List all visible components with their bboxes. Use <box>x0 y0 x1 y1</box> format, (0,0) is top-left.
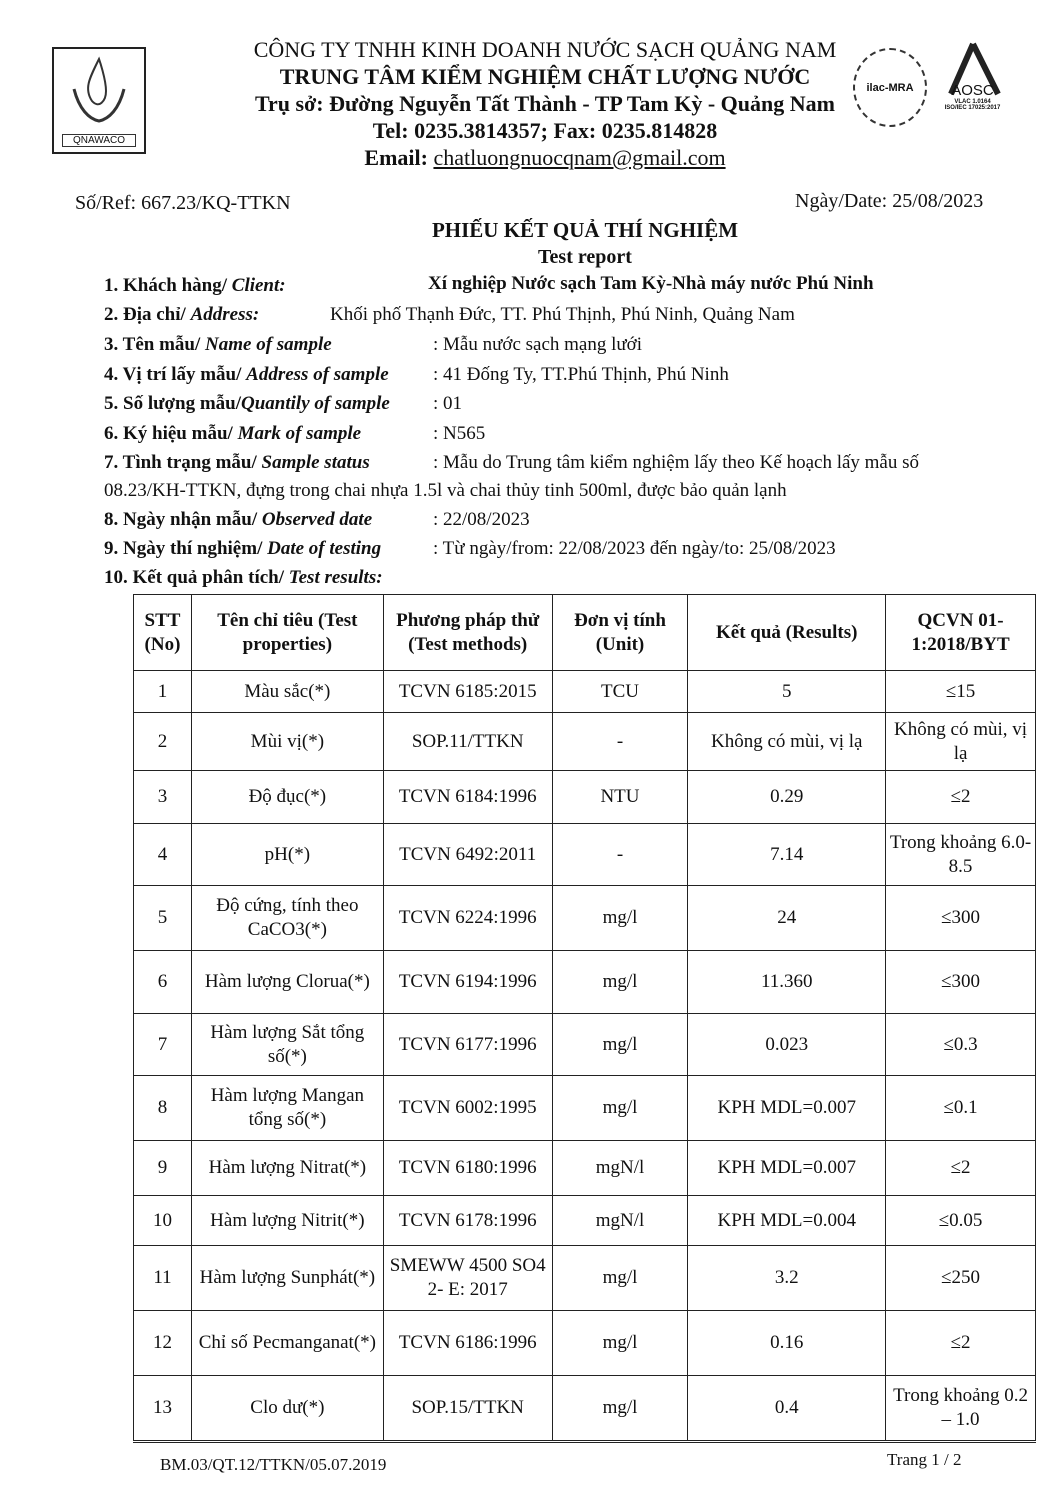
table-cell: pH(*) <box>191 824 383 886</box>
table-cell: - <box>552 713 688 771</box>
table-cell: 24 <box>688 886 886 951</box>
table-cell: 9 <box>134 1141 192 1196</box>
table-row <box>134 951 1036 1014</box>
table-cell: Hàm lượng Nitrat(*) <box>191 1141 383 1196</box>
table-cell: Hàm lượng Sunphát(*) <box>191 1246 383 1311</box>
table-cell: SMEWW 4500 SO4 2- E: 2017 <box>383 1246 552 1311</box>
table-cell: 8 <box>134 1076 192 1141</box>
table-row <box>134 1196 1036 1246</box>
aosc-badge <box>930 42 1015 111</box>
table-cell: TCVN 6180:1996 <box>383 1141 552 1196</box>
table-cell: 7.14 <box>688 824 886 886</box>
center-name: TRUNG TÂM KIỂM NGHIỆM CHẤT LƯỢNG NƯỚC <box>279 64 811 89</box>
table-cell: KPH MDL=0.007 <box>688 1076 886 1141</box>
ilac-mra-badge <box>853 48 927 127</box>
address: Trụ sở: Đường Nguyễn Tất Thành - TP Tam Kỳ - Quảng Nam <box>255 91 835 116</box>
table-cell: TCVN 6186:1996 <box>383 1311 552 1376</box>
table-row <box>134 886 1036 951</box>
table-cell: TCVN 6184:1996 <box>383 771 552 824</box>
table-cell: 10 <box>134 1196 192 1246</box>
table-cell: NTU <box>552 771 688 824</box>
table-cell: Hàm lượng Mangan tổng số(*) <box>191 1076 383 1141</box>
table-cell: ≤300 <box>886 886 1036 951</box>
info-value: : N565 <box>433 423 486 444</box>
table-cell: 0.4 <box>688 1376 886 1441</box>
table-row <box>134 824 1036 886</box>
table-cell: 0.023 <box>688 1014 886 1076</box>
table-cell: 0.29 <box>688 771 886 824</box>
info-value: Khối phố Thạnh Đức, TT. Phú Thịnh, Phú Ninh, Quảng Nam <box>330 304 795 325</box>
table-cell: mgN/l <box>552 1196 688 1246</box>
table-cell: mg/l <box>552 1014 688 1076</box>
info-label: 3. Tên mẫu/ Name of sample <box>104 334 332 355</box>
table-cell: ≤2 <box>886 771 1036 824</box>
table-cell: 3 <box>134 771 192 824</box>
table-cell: mg/l <box>552 886 688 951</box>
info-label: 5. Số lượng mẫu/Quantily of sample <box>104 393 390 414</box>
table-cell: KPH MDL=0.007 <box>688 1141 886 1196</box>
info-value: : Mẫu do Trung tâm kiểm nghiệm lấy theo Kế hoạch lấy mẫu số <box>433 452 920 473</box>
table-cell: 11.360 <box>688 951 886 1014</box>
table-cell: mgN/l <box>552 1141 688 1196</box>
badge-text: ilac-MRA <box>866 81 914 94</box>
table-row <box>134 713 1036 771</box>
table-cell: 1 <box>134 671 192 713</box>
reference-number: Số/Ref: 667.23/KQ-TTKN <box>75 192 291 214</box>
table-cell: 5 <box>134 886 192 951</box>
column-header: Tên chỉ tiêu (Test properties) <box>191 595 383 671</box>
table-cell: 4 <box>134 824 192 886</box>
report-title: PHIẾU KẾT QUẢ THÍ NGHIỆM <box>431 218 739 242</box>
info-line <box>104 509 530 531</box>
email-label: Email: <box>364 145 428 170</box>
table-cell: 6 <box>134 951 192 1014</box>
info-line <box>104 538 836 560</box>
badge-text: AOSC <box>951 82 994 99</box>
table-cell: Màu sắc(*) <box>191 671 383 713</box>
results-table <box>133 594 1036 1441</box>
info-line <box>104 423 486 445</box>
table-cell: TCVN 6178:1996 <box>383 1196 552 1246</box>
form-code: BM.03/QT.12/TTKN/05.07.2019 <box>160 1455 387 1474</box>
info-label: 10. Kết quả phân tích/ Test results: <box>104 567 383 588</box>
table-cell: TCVN 6194:1996 <box>383 951 552 1014</box>
info-value: Xí nghiệp Nước sạch Tam Kỳ-Nhà máy nước Phú Ninh <box>428 273 874 294</box>
table-cell: SOP.15/TTKN <box>383 1376 552 1441</box>
table-cell: ≤0.3 <box>886 1014 1036 1076</box>
table-cell: TCVN 6185:2015 <box>383 671 552 713</box>
info-label: 4. Vị trí lấy mẫu/ Address of sample <box>104 364 389 385</box>
table-cell: Trong khoảng 6.0-8.5 <box>886 824 1036 886</box>
info-line <box>104 452 920 474</box>
table-row <box>134 1076 1036 1141</box>
table-row <box>134 771 1036 824</box>
table-cell: ≤15 <box>886 671 1036 713</box>
table-row <box>134 1014 1036 1076</box>
tel-fax: Tel: 0235.3814357; Fax: 0235.814828 <box>372 118 718 143</box>
info-line <box>104 334 643 356</box>
info-line <box>104 273 874 297</box>
table-cell: 11 <box>134 1246 192 1311</box>
table-row <box>134 1246 1036 1311</box>
table-cell: SOP.11/TTKN <box>383 713 552 771</box>
table-cell: mg/l <box>552 1376 688 1441</box>
table-cell: ≤300 <box>886 951 1036 1014</box>
table-cell: Độ cứng, tính theo CaCO3(*) <box>191 886 383 951</box>
table-cell: ≤250 <box>886 1246 1036 1311</box>
footer-divider <box>133 1442 1036 1443</box>
email-link[interactable]: chatluongnuocqnam@gmail.com <box>433 145 726 170</box>
info-value: : 01 <box>433 393 463 414</box>
table-cell: Mùi vị(*) <box>191 713 383 771</box>
logo-text: QNAWACO <box>62 134 136 147</box>
column-header: Kết quả (Results) <box>688 595 886 671</box>
table-cell: TCU <box>552 671 688 713</box>
table-cell: TCVN 6492:2011 <box>383 824 552 886</box>
table-cell: 2 <box>134 713 192 771</box>
info-line <box>104 567 383 589</box>
info-value: : Từ ngày/from: 22/08/2023 đến ngày/to: 25/08/2023 <box>433 538 836 559</box>
table-cell: Hàm lượng Sắt tổng số(*) <box>191 1014 383 1076</box>
table-cell: KPH MDL=0.004 <box>688 1196 886 1246</box>
report-date: Ngày/Date: 25/08/2023 <box>795 190 984 212</box>
table-cell: TCVN 6177:1996 <box>383 1014 552 1076</box>
badge-sub: VLAC 1.0164 <box>954 99 991 105</box>
table-cell: - <box>552 824 688 886</box>
table-row <box>134 671 1036 713</box>
info-label: 8. Ngày nhận mẫu/ Observed date <box>104 509 373 530</box>
badge-sub: ISO/IEC 17025:2017 <box>944 105 1001 111</box>
info-line <box>104 393 463 415</box>
info-line <box>104 304 795 326</box>
table-cell: ≤2 <box>886 1141 1036 1196</box>
info-value: : 22/08/2023 <box>433 509 530 530</box>
info-label: 9. Ngày thí nghiệm/ Date of testing <box>104 538 382 559</box>
table-cell: Độ đục(*) <box>191 771 383 824</box>
table-cell: Hàm lượng Nitrit(*) <box>191 1196 383 1246</box>
page-number: Trang 1 / 2 <box>887 1450 962 1469</box>
table-cell: Trong khoảng 0.2 – 1.0 <box>886 1376 1036 1441</box>
info-value: : 41 Đống Ty, TT.Phú Thịnh, Phú Ninh <box>433 364 729 385</box>
table-cell: mg/l <box>552 951 688 1014</box>
table-cell: Hàm lượng Clorua(*) <box>191 951 383 1014</box>
info-line <box>104 364 729 386</box>
info-label: 2. Địa chỉ/ Address: <box>104 304 260 325</box>
table-cell: TCVN 6224:1996 <box>383 886 552 951</box>
company-name: CÔNG TY TNHH KINH DOANH NƯỚC SẠCH QUẢNG NAM <box>253 37 837 62</box>
table-row <box>134 1376 1036 1441</box>
column-header: Đơn vị tính (Unit) <box>552 595 688 671</box>
table-cell: ≤0.1 <box>886 1076 1036 1141</box>
info-value-cont: 08.23/KH-TTKN, đựng trong chai nhựa 1.5l và chai thủy tinh 500ml, được bảo quản lạnh <box>104 480 787 501</box>
table-cell: 12 <box>134 1311 192 1376</box>
company-logo <box>52 47 146 154</box>
table-row <box>134 1311 1036 1376</box>
table-row <box>134 1141 1036 1196</box>
table-cell: Clo dư(*) <box>191 1376 383 1441</box>
column-header: STT (No) <box>134 595 192 671</box>
table-cell: ≤0.05 <box>886 1196 1036 1246</box>
info-label: 6. Ký hiệu mẫu/ Mark of sample <box>104 423 362 444</box>
table-cell: ≤2 <box>886 1311 1036 1376</box>
table-cell: 3.2 <box>688 1246 886 1311</box>
column-header: QCVN 01-1:2018/BYT <box>886 595 1036 671</box>
table-cell: 13 <box>134 1376 192 1441</box>
table-cell: Chỉ số Pecmanganat(*) <box>191 1311 383 1376</box>
table-cell: Không có mùi, vị lạ <box>688 713 886 771</box>
table-cell: mg/l <box>552 1246 688 1311</box>
info-label: 1. Khách hàng/ Client: <box>104 275 286 296</box>
table-cell: 5 <box>688 671 886 713</box>
report-subtitle: Test report <box>538 246 632 268</box>
info-label: 7. Tình trạng mẫu/ Sample status <box>104 452 370 473</box>
table-cell: Không có mùi, vị lạ <box>886 713 1036 771</box>
table-cell: mg/l <box>552 1311 688 1376</box>
table-cell: 7 <box>134 1014 192 1076</box>
table-cell: TCVN 6002:1995 <box>383 1076 552 1141</box>
table-cell: mg/l <box>552 1076 688 1141</box>
info-value: : Mẫu nước sạch mạng lưới <box>433 334 643 355</box>
column-header: Phương pháp thử (Test methods) <box>383 595 552 671</box>
table-cell: 0.16 <box>688 1311 886 1376</box>
